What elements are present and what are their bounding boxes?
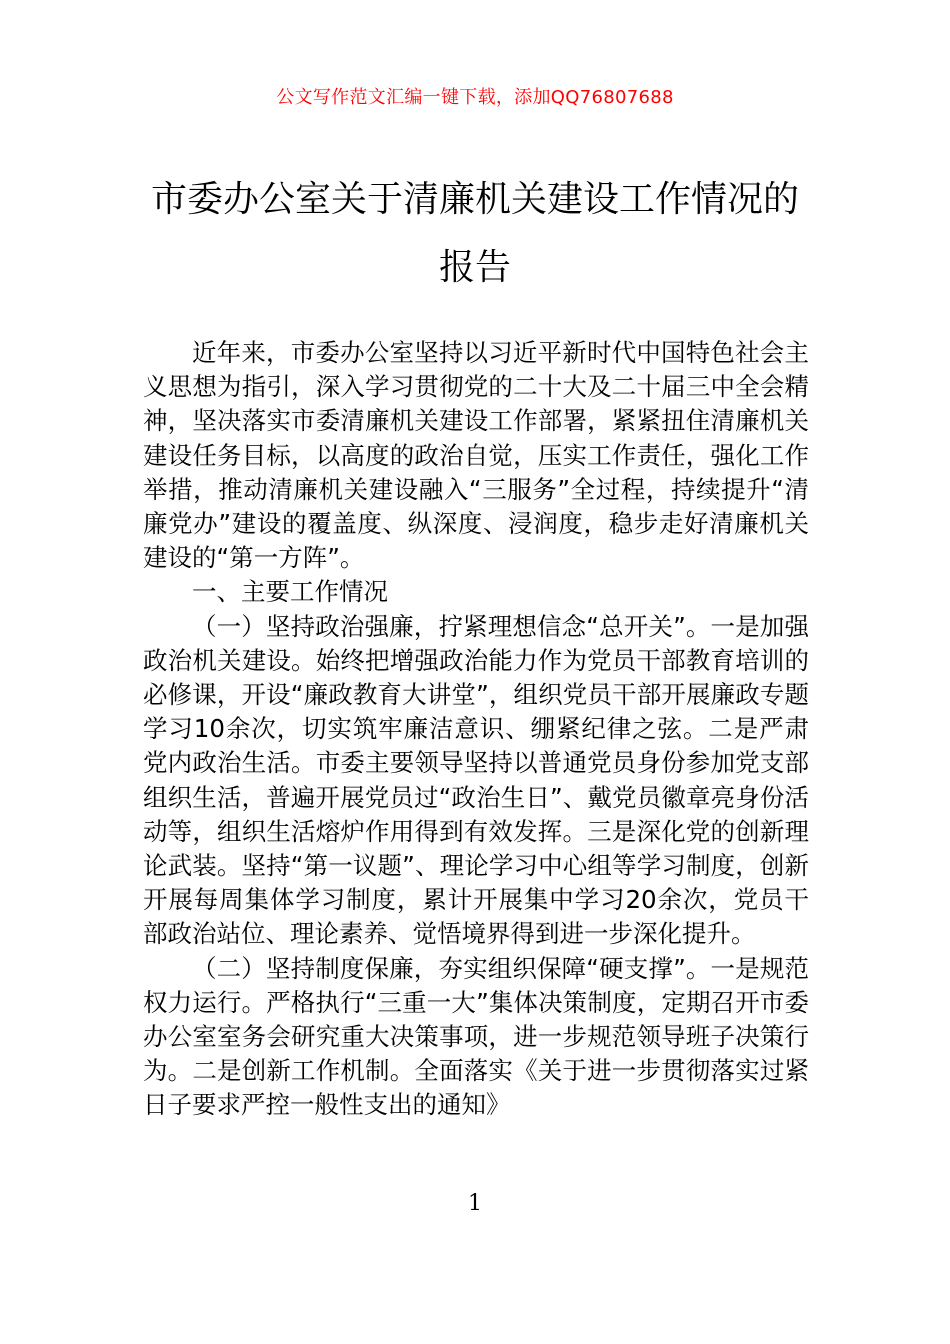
page-number: 1 xyxy=(468,1191,482,1216)
section-heading-main-work: 一、主要工作情况 xyxy=(192,577,388,607)
document-body xyxy=(143,336,809,1123)
document-title-line-1: 市委办公室关于清廉机关建设工作情况的 xyxy=(150,179,799,220)
document-title xyxy=(120,166,830,302)
subsection-institutional-integrity: （二）坚持制度保廉，夯实组织保障“硬支撑”。一是规范权力运行。严格执行“三重一大”集体决策制度，定期召开市委办公室室务会研究重大决策事项，进一步规范领导班子决策行为。二是创新工作机制。全面落实《关于进一步贯彻落实过紧日子要求严控一般性支出的通知》 xyxy=(143,953,809,1120)
header-download-note: 公文写作范文汇编一键下载，添加QQ76807688 xyxy=(276,87,674,108)
document-title-line-2: 报告 xyxy=(438,247,511,288)
intro-paragraph: 近年来，市委办公室坚持以习近平新时代中国特色社会主义思想为指引，深入学习贯彻党的二十大及二十届三中全会精神，坚决落实市委清廉机关建设工作部署，紧紧扭住清廉机关建设任务目标，以高度的政治自觉，压实工作责任，强化工作举措，推动清廉机关建设融入“三服务”全过程，持续提升“清廉党办”建设的覆盖度、纵深度、浸润度，稳步走好清廉机关建设的“第一方阵”。 xyxy=(143,338,809,573)
subsection-political-integrity: （一）坚持政治强廉，拧紧理想信念“总开关”。一是加强政治机关建设。始终把增强政治能力作为党员干部教育培训的必修课，开设“廉政教育大讲堂”，组织党员干部开展廉政专题学习10余次，切实筑牢廉洁意识、绷紧纪律之弦。二是严肃党内政治生活。市委主要领导坚持以普通党员身份参加党支部组织生活，普遍开展党员过“政治生日”、戴党员徽章亮身份活动等，组织生活熔炉作用得到有效发挥。三是深化党的创新理论武装。坚持“第一议题”、理论学习中心组等学习制度，创新开展每周集体学习制度，累计开展集中学习20余次，党员干部政治站位、理论素养、觉悟境界得到进一步深化提升。 xyxy=(143,611,809,949)
